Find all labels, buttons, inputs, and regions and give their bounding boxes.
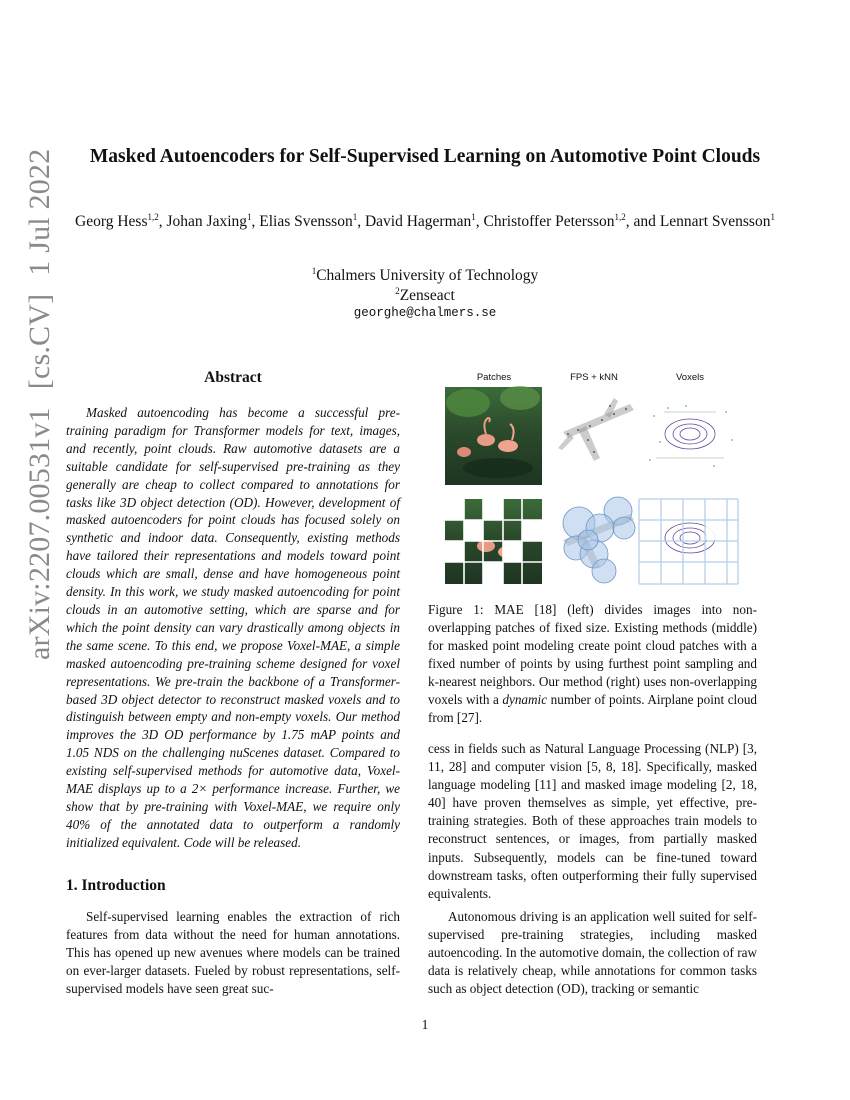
author: Christoffer Petersson$^{1,2}$, and bbox=[483, 212, 660, 230]
abstract-heading: Abstract bbox=[204, 369, 262, 386]
figure-caption: Figure 1: MAE [18] (left) divides images into non-overlapping patches of fixed size. Existing methods (middle) for masked point modeling create point cloud patches with a fixed number of points by using furthest point sampling and k-nearest neighbors. Our method (right) uses non-overlapping voxels with a dynamic number of points. Airplane point cloud from [27]. bbox=[428, 602, 758, 725]
section-heading-introduction: 1. Introduction bbox=[66, 877, 166, 894]
photo-panel-masked-patches bbox=[445, 499, 542, 584]
figure-label-voxels: Voxels bbox=[676, 372, 704, 383]
intro-paragraph-continued: cess in fields such as Natural Language Processing (NLP) [3, 11, 28] and computer vision [5, 8, 18]. Specifically, masked language modeling [11] and masked image modeling [2, 18, 40] have proven themselves as simple, yet effective, pre-training strategies. Both of these approaches train models to reconstruct sentences, or images, from partially masked inputs. Subsequently, models can be fine-tuned toward downstream tasks, often outperforming their fully supervised equivalents. bbox=[428, 741, 757, 901]
arxiv-date: 1 Jul 2022 bbox=[23, 148, 56, 276]
page-number: 1 bbox=[421, 1017, 429, 1032]
intro-paragraph: Self-supervised learning enables the extraction of rich features from data without the need for human annotations. This has opened up new avenues where models can be trained on ever-larger datasets. Fueled by robust representations, self-supervised models have seen great suc- bbox=[66, 909, 400, 997]
arxiv-id: arXiv:2207.00531v1 bbox=[23, 407, 56, 660]
lidar-point-cloud bbox=[649, 405, 733, 467]
photo-panel-flamingos bbox=[445, 386, 542, 485]
contact-email[interactable]: georghe@chalmers.se bbox=[353, 306, 497, 320]
intro-paragraph: Autonomous driving is an application well suited for self-supervised pre-training strategies, including masked autoencoding. In the automotive domain, the collection of raw data is relatively cheap, while annotations for common tasks such as object detection (OD), tracking or semantic bbox=[428, 909, 757, 997]
author-list bbox=[60, 212, 790, 232]
voxel-grid bbox=[639, 499, 738, 584]
arxiv-category: [cs.CV] bbox=[23, 293, 56, 390]
figure-1 bbox=[428, 368, 757, 588]
author: Johan Jaxing$^1$, bbox=[166, 212, 260, 230]
affiliation: $^1$Chalmers University of Technology bbox=[311, 266, 539, 284]
airplane-point-cloud bbox=[558, 398, 634, 461]
author: Georg Hess$^{1,2}$, bbox=[75, 212, 167, 230]
author: David Hagerman$^1$, bbox=[364, 212, 484, 230]
author: Elias Svensson$^1$, bbox=[259, 212, 365, 230]
fps-knn-circles bbox=[563, 497, 635, 583]
author: Lennart Svensson$^1$ bbox=[659, 212, 775, 230]
figure-label-patches: Patches bbox=[476, 372, 512, 383]
paper-title: Masked Autoencoders for Self-Supervised Learning on Automotive Point Clouds bbox=[89, 146, 761, 167]
abstract-text: Masked autoencoding has become a successful pre-training paradigm for Transformer models for text, images, and recently, point clouds. Raw automotive datasets are a suitable candidate for self-supervised pre-training as they generally are cheap to collect compared to annotations for tasks like 3D object detection (OD). However, development of masked autoencoders for point clouds has focused solely on synthetic and indoor data. Consequently, existing methods have tailored their representations and models toward point clouds which are small, dense and have homogeneous point density. In this work, we study masked autoencoding for point clouds in an automotive setting, which are sparse and for which the point density can vary drastically among objects in the same scene. To this end, we propose Voxel-MAE, a simple masked autoencoding pre-training scheme designed for voxel representations. We pre-train the backbone of a Transformer-based 3D object detector to reconstruct masked voxels and to distinguish between empty and non-empty voxels. Our method improves the 3D OD performance by 1.75 mAP points and 1.05 NDS on the challenging nuScenes dataset. Compared to existing self-supervised methods for automotive data, Voxel-MAE displays up to a 2× performance increase. Further, we show that by pre-training with Voxel-MAE, we require only 40% of the annotated data to outperform a randomly initialized equivalent. Code will be released. bbox=[66, 405, 400, 850]
affiliation: $^2$Zenseact bbox=[395, 286, 455, 304]
arxiv-stamp bbox=[16, 40, 64, 660]
figure-label-fps-knn: FPS + kNN bbox=[570, 372, 618, 383]
figure-1-graphic bbox=[428, 368, 757, 588]
